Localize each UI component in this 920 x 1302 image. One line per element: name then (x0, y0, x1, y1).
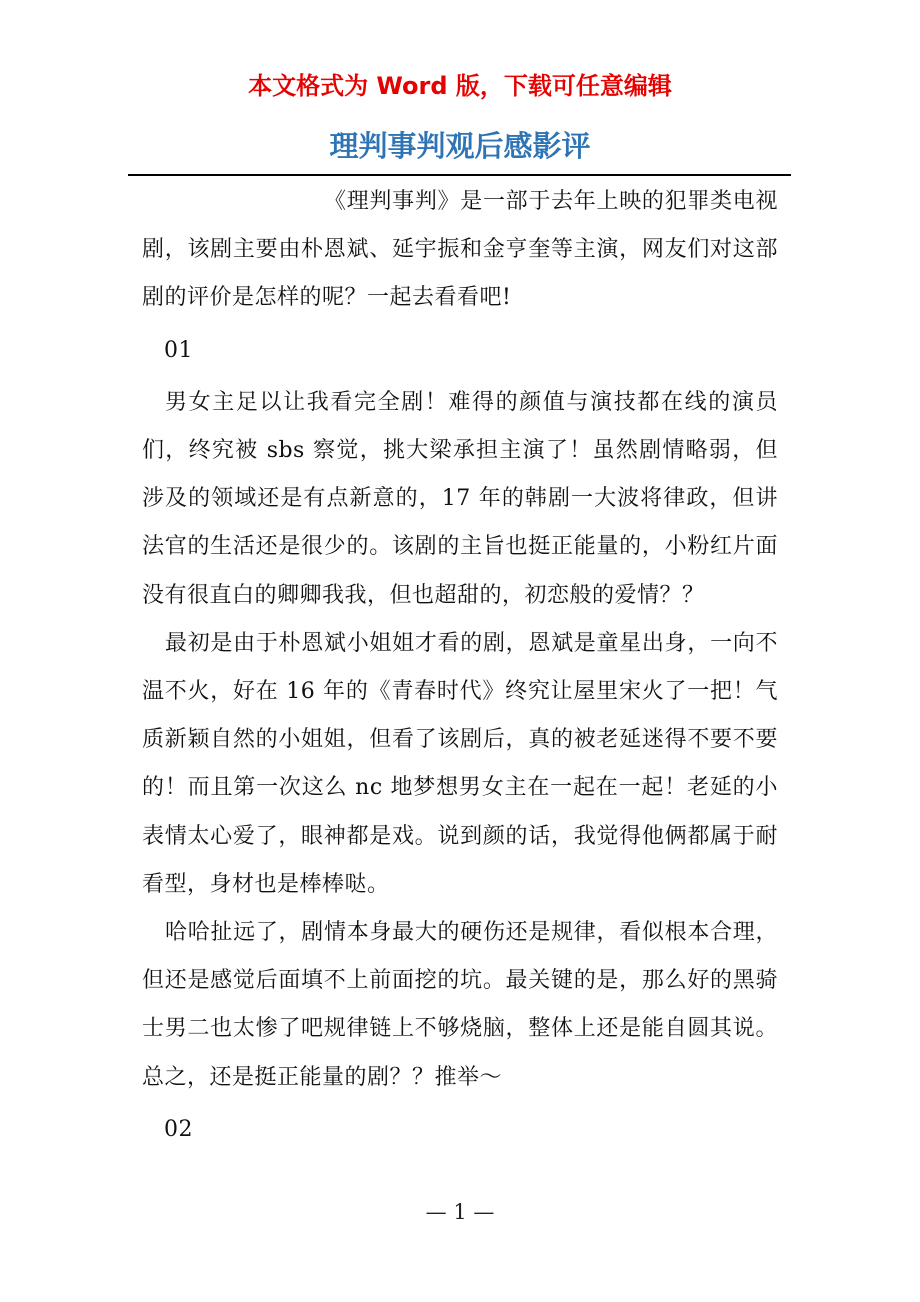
review-paragraph-3: 哈哈扯远了，剧情本身最大的硬伤还是规律，看似根本合理，但还是感觉后面填不上前面挖的坑。最关键的是，那么好的黑骑士男二也太惨了吧规律链上不够烧脑，整体上还是能自圆其说。总之，还是挺正能量的剧？？推举～ (142, 920, 778, 1090)
review-paragraph-1: 男女主足以让我看完全剧！难得的颜值与演技都在线的演员们，终究被 sbs 察觉，挑大梁承担主演了！虽然剧情略弱，但涉及的领域还是有点新意的，17 年的韩剧一大波将律政，但讲法官的生活还是很少的。该剧的主旨也挺正能量的，小粉红片面没有很直白的卿卿我我，但也超甜的，初恋般的爱情？？ (142, 389, 778, 608)
document-body (142, 178, 778, 1158)
page-number: — 1 — (425, 1200, 495, 1224)
document-title: 理判事判观后感影评 (329, 129, 591, 163)
section-label-01: 01 (164, 337, 193, 363)
title-divider (128, 174, 791, 176)
review-paragraph-2: 最初是由于朴恩斌小姐姐才看的剧，恩斌是童星出身，一向不温不火，好在 16 年的《青春时代》终究让屋里宋火了一把！气质新颖自然的小姐姐，但看了该剧后，真的被老延迷得不要不要的！而且第一次这么 nc 地梦想男女主在一起在一起！老延的小表情太心爱了，眼神都是戏。说到颜的话，我觉得他俩都属于耐看型，身材也是棒棒哒。 (142, 630, 778, 897)
section-label-02: 02 (164, 1116, 193, 1142)
download-banner: 本文格式为 Word 版，下载可任意编辑 (248, 72, 672, 100)
intro-paragraph: 《理判事判》是一部于去年上映的犯罪类电视剧，该剧主要由朴恩斌、延宇振和金亨奎等主演，网友们对这部剧的评价是怎样的呢？一起去看看吧! (142, 189, 778, 311)
